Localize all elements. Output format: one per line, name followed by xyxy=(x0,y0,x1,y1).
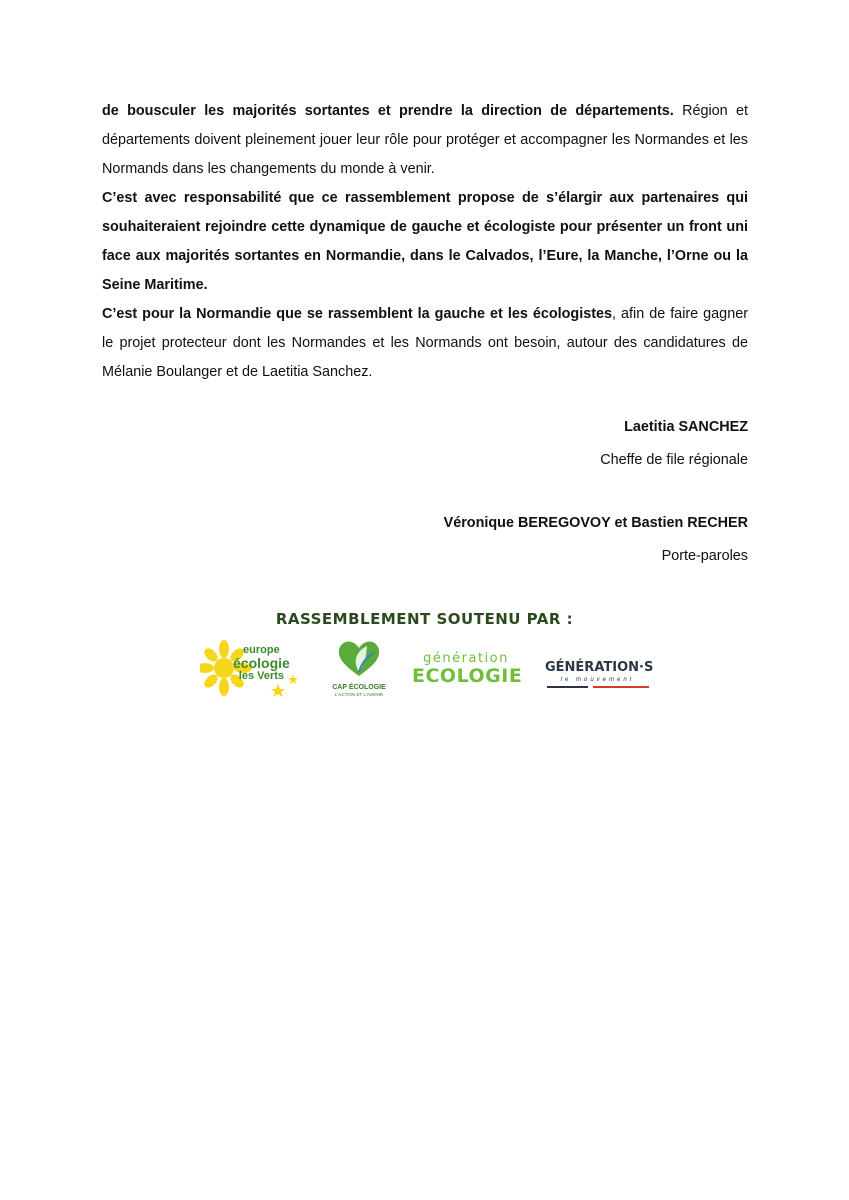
paragraph-3-text: , afin de faire gagner le projet protecteur dont les Normandes et les Normands ont besoin, autour des candidatures de Mélanie Boulanger et de Laetitia Sanchez. xyxy=(102,306,748,380)
paragraph-3-bold: C’est pour la Normandie que se rassemblent la gauche et les écologistes xyxy=(102,306,612,322)
paragraph-2-bold: C’est avec responsabilité que ce rassemblement propose de s’élargir aux partenaires qui souhaiteraient rejoindre cette dynamique de gauche et écologiste pour présenter un front uni face aux majorités sortantes en Normandie, dans le Calvados, l’Eure, la Manche, l’Orne ou la Seine Maritime. xyxy=(102,190,748,293)
supporters-heading xyxy=(0,610,849,628)
paragraph-1-bold: de bousculer les majorités sortantes et prendre la direction de départements. xyxy=(102,103,674,119)
cap-line-2: L'ACTION ET L'AVENIR xyxy=(334,692,384,697)
generation-ecologie-logo xyxy=(412,651,523,688)
paragraph-1 xyxy=(102,97,748,184)
cap-ecologie-logo xyxy=(328,638,390,700)
signatory-role: Cheffe de file régionale xyxy=(600,452,748,468)
eelv-logo xyxy=(200,640,305,698)
paragraph-2 xyxy=(102,184,748,300)
cap-line-1: CAP ÉCOLOGIE xyxy=(332,684,386,691)
eelv-line-3: les Verts xyxy=(238,670,285,682)
ge-line-2: ECOLOGIE xyxy=(412,665,523,687)
gs-flag-bar xyxy=(547,686,649,688)
paragraph-3 xyxy=(102,300,748,387)
gs-line-2: le mouvement xyxy=(560,677,635,683)
eelv-line-1: europe xyxy=(243,644,280,656)
ge-line-1: génération xyxy=(423,651,509,666)
signature-block-1 xyxy=(600,417,748,470)
signatory-role: Porte-paroles xyxy=(661,548,748,564)
letter-body xyxy=(102,97,748,387)
eelv-line-2: écologie xyxy=(233,655,290,671)
signatory-name: Laetitia SANCHEZ xyxy=(624,419,748,435)
heart-leaf-icon xyxy=(334,638,384,678)
paragraph-1-text: Région et départements doivent pleinement jouer leur rôle pour protéger et accompagner les Normandes et les Normands dans les changements du monde à venir. xyxy=(102,103,748,177)
signatory-name: Véronique BEREGOVOY et Bastien RECHER xyxy=(443,515,748,531)
generations-logo xyxy=(545,660,654,692)
supporters-title: RASSEMBLEMENT SOUTENU PAR : xyxy=(275,610,574,628)
gs-line-1: GÉNÉRATION·S xyxy=(545,660,654,675)
signature-block-2 xyxy=(444,513,748,566)
